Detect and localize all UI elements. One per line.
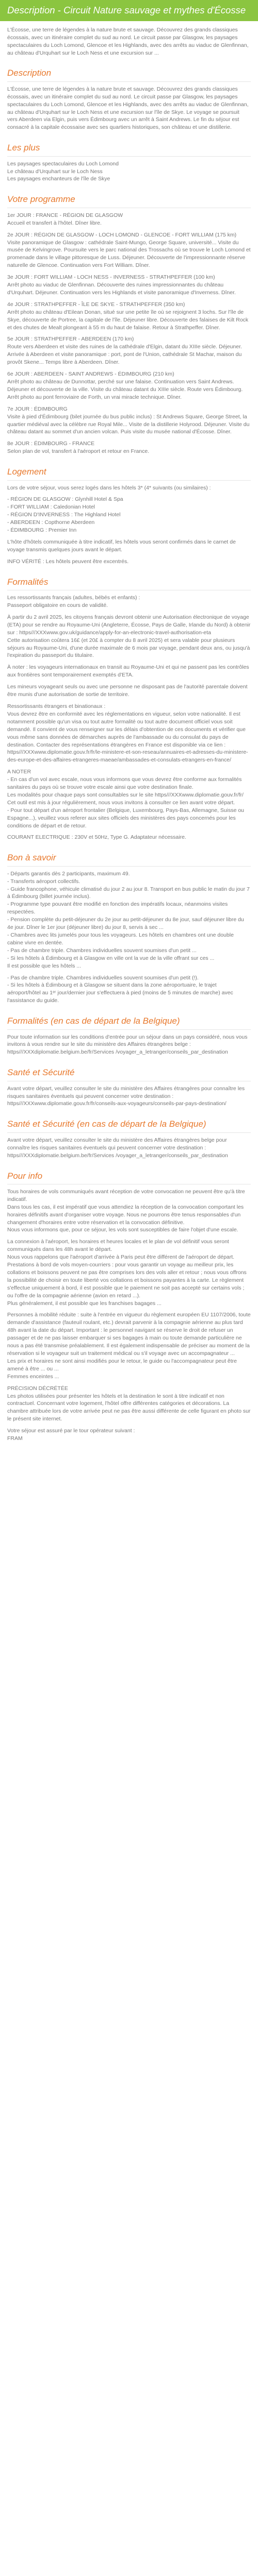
paragraph: La connexion à l'aéroport, les horaires et heures locales et le plan de vol définitif vous seront communiqués dans les 48h avant le départ. Nous vous rappelons que l'aéroport d'arrivée à Paris peut être différent de l'aéroport de départ. Prestations à bord de vols moyen-courriers : pour vous garantir un voyage au meilleur prix, les collations et boissons peuvent ne pas être comprises lors des vols aller et retour ; nous vous offrons la possibilité de choisir en toute liberté vos collations et boissons payantes à la carte. Le règlement s'effectue uniquement à bord, il est possible que le paiement ne soit pas accepté sur certains vols ; ou l'offre de la compagnie aérienne (avion en retard ...). Plus généralement, il est possible que les franchises bagages ... — [7, 1239, 247, 1307]
paragraph: L'hôte d'hôtels communiquée à titre indicatif, les hôtels vous seront confirmés dans le carnet de voyage transmis quelques jours avant le départ. — [7, 538, 236, 553]
day-paragraph: 7e JOUR : ÉDIMBOURG Visite à pied d'Édimbourg (bilet journée du bus public inclus) : St Andrews Square, George Street, la quartier médiéval avec la célèbre rue Royal Mile... Visite de la distillerie Holyrood. Déjeuner. Visite du château datant au sommet d'un ancien volcan. Puis visite du musée national d'Écosse. Dîner. — [7, 405, 250, 435]
section-programme — [7, 194, 251, 455]
day-paragraph: 8e JOUR : ÉDIMBOURG - FRANCE Selon plan de vol, transfert à l'aéroport et retour en France. — [7, 440, 150, 455]
section-logement — [7, 467, 251, 566]
title-banner — [0, 0, 258, 21]
section-sante-belgique — [7, 1119, 251, 1159]
paragraph: Lors de votre séjour, vous serez logés dans les hôtels 3* (4* suivants (ou similaires) : — [7, 484, 211, 491]
paragraph: À noter : les voyageurs internationaux en transit au Royaume-Uni et qui ne passent pas les contrôles aux frontières sont temporairement exemptés d'ETA. — [7, 664, 249, 679]
day-paragraph: 1er JOUR : FRANCE - RÉGION DE GLASGOW Accueil et transfert à l'hôtel. Dîner libre. — [7, 212, 123, 226]
paragraph: Les mineurs voyageant seuls ou avec une personne ne disposant pas de l'autorité parentale doivent être munis d'une autorisation de sortie de territoire. — [7, 684, 248, 698]
paragraph: A NOTER - En cas d'un vol avec escale, nous vous informons que vous devrez être conforme aux formalités sanitaires du pays où se trouve votre escale ainsi que votre destination finale. Les modalités pour chaque pays sont consultables sur le site https///XXXwww.diplomatie.gouv.fr/fr/ Cet outil est mis à jour régulièrement, nous vous invitons à consulter ce lien avant votre départ. - Pour tout départ d'un aéroport frontalier (Belgique, Luxembourg, Pays-Bas, Allemagne, Suisse ou Espagne...), veuillez vous referer aux sites officiels des ministères des pays concernés pour les conditions de départ et de retour. — [7, 769, 245, 829]
day-paragraph: 5e JOUR : STRATHPEFFER - ABERDEEN (170 km) Route vers Aberdeen et visite des ruines de la cathédrale d'Elgin, datant du XIIIe siècle. Déjeuner. Arrivée à Aberdeen et visite panoramique : port, pont de l'Union, cathédrale St Machar, maison du provôt Skene... Temps libre à Aberdeen. Dîner. — [7, 336, 242, 366]
section-formalites-belgique — [7, 1016, 251, 1056]
day-paragraph: 3e JOUR : FORT WILLIAM - LOCH NESS - INVERNESS - STRATHPEFFER (100 km) Arrêt photo au viaduc de Glenfinnan. Découverte des ruines impressionnantes du château d'Urquhart. Déjeuner. Continuation vers les Highlands et visite panoramique d'Inverness. Dîner. — [7, 274, 236, 296]
hotel-list: - RÉGION DE GLASGOW : Glynhill Hotel & Spa - FORT WILLIAM : Caledonian Hotel - RÉGION D'INVERNESS : The Highland Hotel - ABERDEEN : Copthorne Aberdeen - ÉDIMBOURG : Premier Inn — [7, 496, 123, 534]
section-heading: Logement — [7, 467, 251, 480]
section-heading: Formalités — [7, 577, 251, 590]
section-heading: Formalités (en cas de départ de la Belgique) — [7, 1016, 251, 1029]
paragraph: Avant votre départ, veuillez consulter le site du ministère des Affaires étrangères belge pour connaître les risques sanitaires éventuels qui peuvent concerner votre destination : https///XXXdiplomatie.belgium.be/fr/Services /voyager_a_letranger/conseils_par_destination — [7, 1137, 228, 1159]
paragraph: Avant votre départ, veuillez consulter le site du ministère des Affaires étrangères pour connaître les risques sanitaires éventuels qui peuvent concerner votre destination : https///XXXwww.diplomatie.gouv.fr/fr/conseils-aux-voyageurs/conseils-par-pays-destination/ — [7, 1085, 245, 1107]
tour-operator-note: Votre séjour est assuré par le tour opérateur suivant : FRAM — [7, 1428, 135, 1442]
paragraph: - Départs garantis dès 2 participants, maximum 49. - Transferts aéroport collectifs. - Guide francophone, véhicule climatisé du jour 2 au jour 8. Transport en bus public le matin du jour 7 à Édimbourg (billet journée inclus). - Programme type pouvant être modifié en fonction des impératifs locaux, néanmoins visites respectées. - Pension complète du petit-déjeuner du 2e jour au petit-déjeuner du 8e jour, sauf déjeuner libre du 4e jour. Dîner le 1er jour (déjeuner libre) du jour 8, servis à sec ... - Chambres avec lits jumelés pour tous les voyageurs. Les hôtels en chambres ont une double cabine vivre en dentée. - Pas de chambre triple. Chambres individuelles souvent soumises d'un petit ... - Si les hôtels à Édimbourg et à Glasgow en ville ont la vue de la ville offrant sur ces ... Il est possible que les hôtels ... — [7, 870, 250, 969]
day-paragraph: 6e JOUR : ABERDEEN - SAINT ANDREWS - ÉDIMBOURG (210 km) Arrêt photo au château de Dunnottar, perché sur une falaise. Continuation vers Saint Andrews. Déjeuner et découverte de la ville. Visite du château datant du XIIIe siècle. Route vers Édimbourg. Arrêt photo au pont ferroviaire de Forth, un vrai miracle technique. Dîner. — [7, 371, 243, 400]
paragraph: Ressortissants étrangers et binationaux : Vous devrez être en conformité avec les réglementations en vigueur, selon votre nationalité. Il est notamment possible qu'un visa ou tout autre formalité ou tout autre document officiel vous soit demandé. Il convient de vous renseigner sur les délais d'obtention de ces documents et vérifier que vous même sans données de démarches auprès de l'ambassade ou du consulat du pays de destination. Contacter des représentations étrangères en France est disponible via ce lien : https///XXXwww.diplomatie.gouv.fr/fr/le-ministere-et-son-reseau/annuaires-et-adresses-du-ministere-des-europe-et-des-affaires-etrangeres-maeae/ambassades-et-consulats-etrangers-en-france/ — [7, 703, 248, 764]
section-heading: Description — [7, 68, 251, 81]
section-description — [7, 68, 251, 131]
section-plus — [7, 143, 251, 183]
paragraph: - Pas de chambre triple. Chambres individuelles souvent soumises d'un petit (!). - Si les hôtels à Édimbourg et à Glasgow se situent dans la zone aéroportuaire, le trajet aéroport/hôtel au 1ᵉʳ jour/dernier jour s'effectuera à pied (moins de 5 minutes de marche) avec l'assistance du guide. — [7, 974, 233, 1004]
section-pour-info — [7, 1171, 251, 1443]
paragraph: COURANT ELECTRIQUE : 230V et 50Hz, Type G. Adaptateur nécessaire. — [7, 834, 186, 841]
paragraph: À partir du 2 avril 2025, les citoyens français devront obtenir une Autorisation électronique de voyage (ETA) pour se rendre au Royaume-Uni (Angleterre, Écosse, Pays de Galle, Irlande du Nord) à obtenir sur : https///XXXwww.gov.uk/guidance/apply-for-an-electronic-travel-authorisation-eta Cette autorisation coûtera 16£ (et 20£ à compter du 8 avril 2025) et sera valable pour plusieurs séjours au Royaume-Uni, d'une durée maximale de 6 mois par voyage, pendant deux ans, ou jusqu'à l'expiration du passeport du titulaire. — [7, 614, 251, 659]
paragraph: Tous horaires de vols communiqués avant réception de votre convocation ne peuvent être qu'à titre indicatif. Dans tous les cas, il est impératif que vous attendiez la réception de la convocation comportant les horaires définitifs avant d'organiser votre voyage. Nous ne pourrons être tenus responsables d'un changement d'horaires entre votre réservation et la convocation définitive. Nous vous informons que, pour ce séjour, les vols sont susceptibles de faire l'objet d'une escale. — [7, 1188, 245, 1233]
section-formalites — [7, 577, 251, 842]
section-heading: Votre programme — [7, 194, 251, 208]
section-bon-a-savoir — [7, 853, 251, 1005]
section-heading: Bon à savoir — [7, 853, 251, 866]
paragraph: Les ressortissants français (adultes, bébés et enfants) : Passeport obligatoire en cours de validité. — [7, 595, 140, 608]
paragraph: L'Écosse, une terre de légendes à la nature brute et sauvage. Découvrez des grands classiques écossais, avec un itinéraire complet du sud au nord. Le circuit passe par Glasgow, les paysages spectaculaires du Loch Lomond, Glencoe et les Highlands, avec des arrêts au viaduc de Glenfinnan, au château d'Urquhart sur le Loch Ness et une excursion sur l'île de Skye. Le voyage se poursuit vers Aberdeen via Elgin, puis vers Édimbourg avec un arrêt à Saint Andrews. Le fin du séjour est consacré à la capitale écossaise avec ses quartiers historiques, son château et une distillerie. — [7, 86, 249, 131]
page-title: Description - Circuit Nature sauvage et mythes d'Écosse — [7, 5, 246, 15]
section-heading: Santé et Sécurité — [7, 1067, 251, 1081]
paragraph: Les paysages spectaculaires du Loch Lomond Le château d'Urquhart sur le Loch Ness Les paysages enchanteurs de l'île de Skye — [7, 160, 119, 182]
section-heading: Santé et Sécurité (en cas de départ de la Belgique) — [7, 1119, 251, 1132]
section-heading: Les plus — [7, 143, 251, 156]
paragraph: Personnes à mobilité réduite : suite à l'entrée en vigueur du règlement européen EU 1107/2006, toute demande d'assistance (fauteuil roulant, etc.) devrait parvenir à la compagnie aérienne au plus tard 48h avant la date du départ. Important : le personnel navigant se réserve le droit de refuser un passager et de ne pas laisser embarquer si ses bagages à main ou toute demande particulière ne nous a pas été transmise préalablement. Il est également indispensable de préciser au moment de la réservation si le voyageur suit un traitement médical ou s'il voyage avec un accompagnateur ... Les prix et horaires ne sont ainsi modifiés pour le retour, le guide ou l'accompagnateur peut être amené à être ... ou ... Femmes enceintes ... — [7, 1312, 251, 1380]
paragraph: PRÉCISION DÉCRÉTÉE Les photos utilisées pour présenter les hôtels et la destination le sont à titre indicatif et non contractuel. Concernant votre logement, l'hôtel offre différentes catégories et décorations. La chambre attribuée lors de votre arrivée peut ne pas être aussi différente de celle figurant en photo sur le présent site internet. — [7, 1385, 251, 1422]
paragraph: INFO VÉRITÉ : Les hôtels peuvent être excentrés. — [7, 558, 129, 565]
section-sante — [7, 1067, 251, 1108]
paragraph: Pour toute information sur les conditions d'entrée pour un séjour dans un pays considéré, nous vous invitons à vous rendre sur le site du ministère des Affaires étrangères belge : https///XXXdiplomatie.belgium.be/fr/Services /voyager_a_letranger/conseils_par_destination — [7, 1033, 248, 1056]
day-paragraph: 4e JOUR : STRATHPEFFER - ÎLE DE SKYE - STRATHPEFFER (350 km) Arrêt photo au château d'Eilean Donan, situé sur une petite île où se rejoignent 3 lochs. Sur l'île de Skye, découverte de Portree, la capitale de l'île. Déjeuner libre. Découverte des falaises de Kilt Rock et des chutes de Mealt plongeant à 55 m du haut de falaise. Retour à Strathpeffer. Dîner. — [7, 301, 249, 331]
day-paragraph: 2e JOUR : RÉGION DE GLASGOW - LOCH LOMOND - GLENCOE - FORT WILLIAM (175 km) Visite panoramique de Glasgow : cathédrale Saint-Mungo, George Square, université... Visite du musée de Kelvingrove. Poursuite vers le parc national des Trossachs où se trouve le Loch Lomond et promenade dans le village pittoresque de Luss. Déjeuner. Découverte de l'impressionnante réserve naturelle de Glencoe. Continuation vers Fort William. Dîner. — [7, 231, 251, 269]
section-heading: Pour info — [7, 1171, 251, 1184]
intro-text: L'Écosse, une terre de légendes à la nature brute et sauvage. Découvrez des grands classiques écossais, avec un itinéraire complet du sud au nord. Le circuit passe par Glasgow, les paysages spectaculaires du Loch Lomond, Glencoe et les Highlands, avec des arrêts au viaduc de Glenfinnan, au château d'Urquhart sur le Loch Ness et une excursion sur ... — [7, 26, 249, 56]
main-content — [0, 21, 258, 1457]
